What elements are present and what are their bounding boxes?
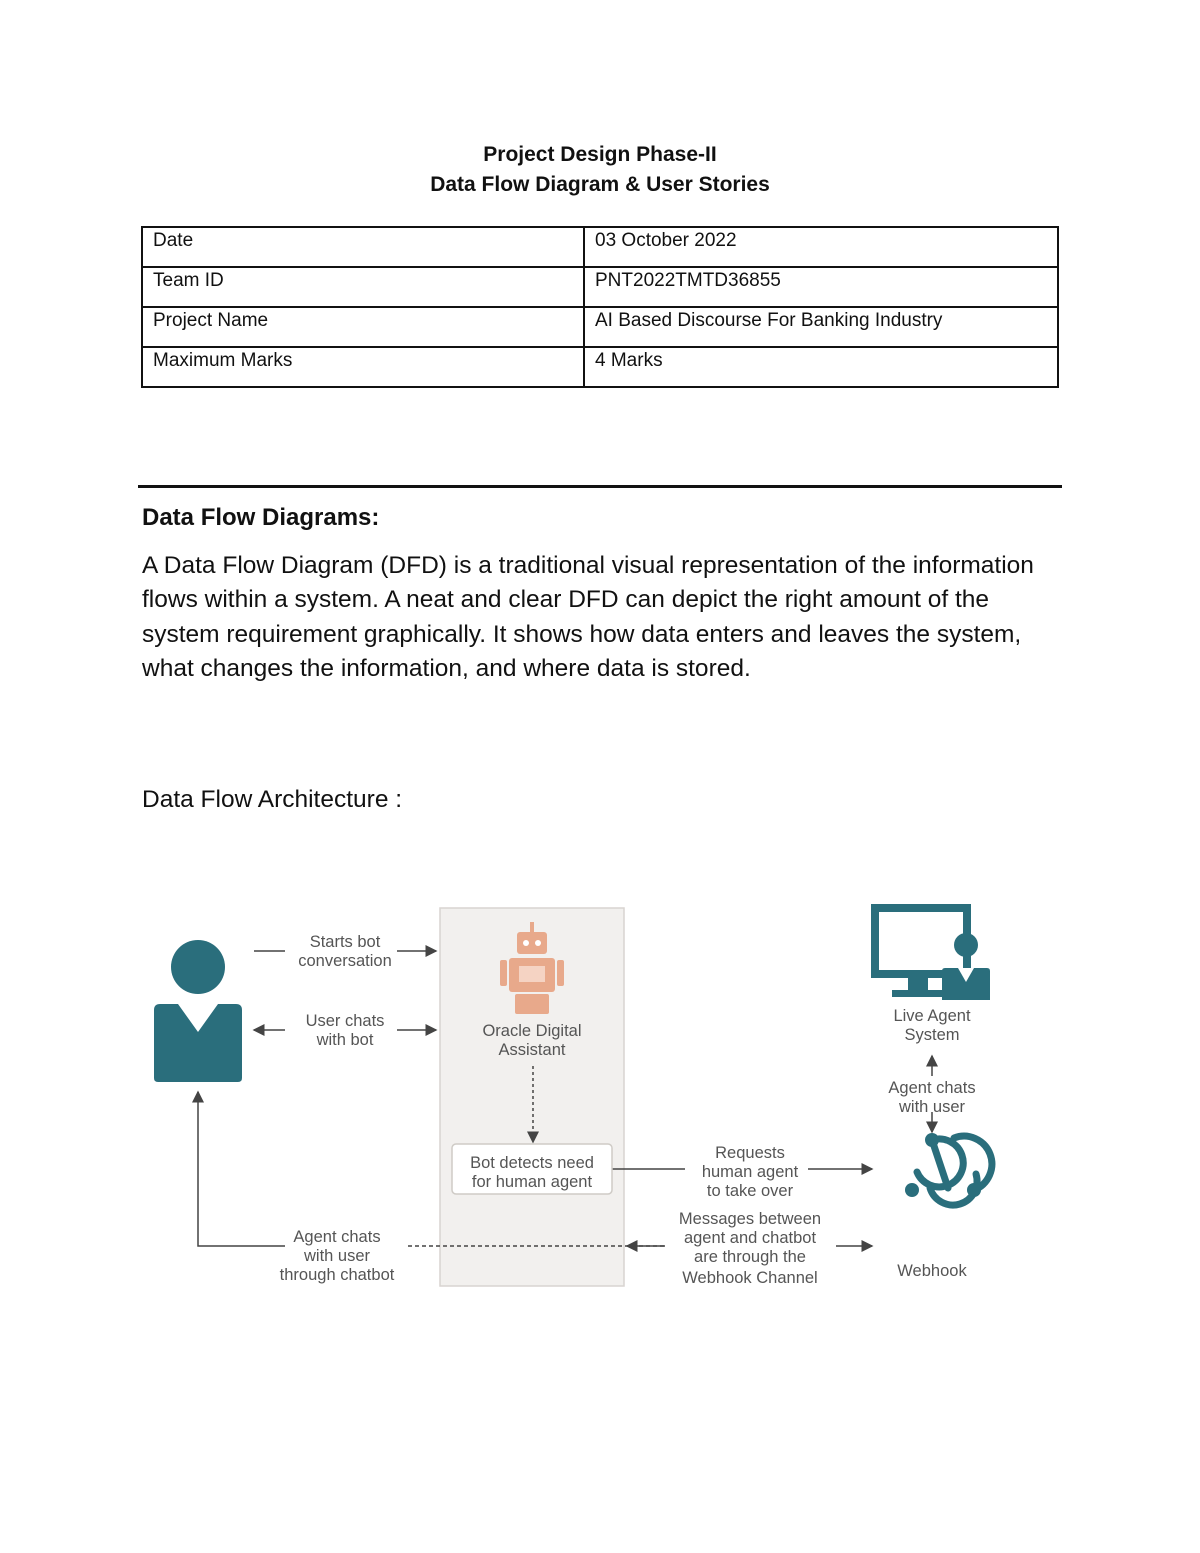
label-bot-detects-1: Bot detects need [470, 1154, 594, 1172]
arrow-back-to-user [198, 1092, 285, 1246]
table-row [142, 347, 1058, 387]
label-oda-2: Assistant [498, 1041, 566, 1059]
table-row [142, 307, 1058, 347]
label-agent-chats-user-3: through chatbot [279, 1266, 395, 1284]
table-cell-value: 4 Marks [584, 347, 1058, 387]
table-cell-label: Date [142, 227, 584, 267]
label-starts-bot-1: Starts bot [309, 933, 381, 951]
table-row [142, 267, 1058, 307]
section-paragraph: A Data Flow Diagram (DFD) is a traditional visual representation of the information flows within a system. A neat and clear DFD can depict the right amount of the system requirement graphically. It shows how data enters and leaves the system, what changes the information, and where data is stored. [142, 552, 1034, 683]
table-cell-value: 03 October 2022 [584, 227, 1058, 267]
label-live-agent-1: Live Agent [893, 1007, 971, 1025]
label-user-chats-1: User chats [305, 1012, 385, 1030]
table-cell-label: Project Name [142, 307, 584, 347]
label-requests-2: human agent [701, 1163, 799, 1181]
label-webhook: Webhook [897, 1262, 967, 1280]
table-cell-label: Team ID [142, 267, 584, 307]
label-requests-1: Requests [715, 1144, 785, 1162]
section-divider [138, 485, 1062, 488]
page-subtitle: Data Flow Diagram & User Stories [430, 173, 770, 196]
label-messages-2: agent and chatbot [683, 1229, 817, 1247]
table-cell-value: AI Based Discourse For Banking Industry [584, 307, 1058, 347]
label-starts-bot-2: conversation [298, 952, 392, 970]
data-flow-diagram [140, 900, 1000, 1300]
webhook-icon [905, 1133, 992, 1205]
label-live-agent-2: System [904, 1026, 960, 1044]
label-agent-chats-2: with user [898, 1098, 966, 1116]
page-title: Project Design Phase-II [483, 143, 717, 166]
label-bot-detects-2: for human agent [471, 1173, 593, 1191]
user-icon [154, 940, 242, 1082]
label-agent-chats-user-2: with user [303, 1247, 371, 1265]
label-messages-3: are through the [694, 1248, 806, 1266]
label-messages-1: Messages between [678, 1210, 822, 1228]
architecture-label: Data Flow Architecture : [142, 786, 403, 813]
label-agent-chats-user-1: Agent chats [293, 1228, 381, 1246]
table-cell-value: PNT2022TMTD36855 [584, 267, 1058, 307]
label-oda-1: Oracle Digital [482, 1022, 582, 1040]
label-messages-4: Webhook Channel [682, 1269, 818, 1287]
info-table [141, 226, 1059, 388]
live-agent-system-icon [875, 908, 990, 1000]
table-row [142, 227, 1058, 267]
label-agent-chats-1: Agent chats [888, 1079, 976, 1097]
label-requests-3: to take over [706, 1182, 794, 1200]
table-cell-label: Maximum Marks [142, 347, 584, 387]
section-heading: Data Flow Diagrams: [142, 504, 380, 531]
label-user-chats-2: with bot [316, 1031, 374, 1049]
